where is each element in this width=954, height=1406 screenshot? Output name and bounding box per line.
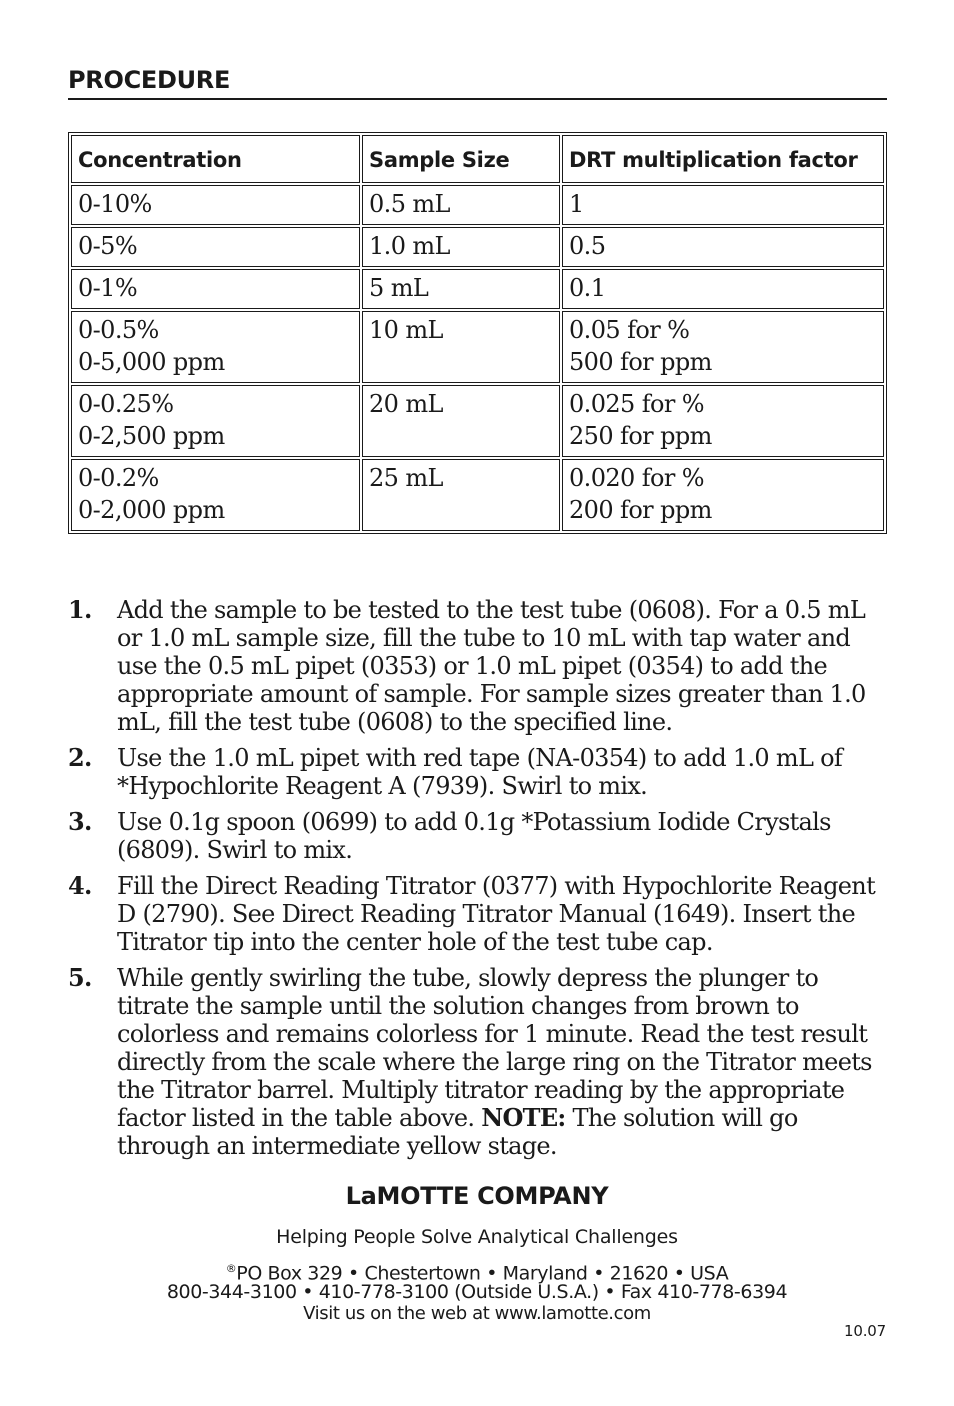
registered-mark: ® [225, 1262, 237, 1275]
cell-line: 0-5,000 ppm [78, 348, 225, 376]
cell-line: 0.1 [569, 274, 606, 302]
cell-concentration [71, 227, 360, 267]
step-text: Use 0.1g spoon (0699) to add 0.1g *Potassium Iodide Crystals (6809). Swirl to mix. [117, 808, 831, 864]
procedure-steps [68, 596, 890, 1168]
company-web: Visit us on the web at www.lamotte.com [303, 1303, 651, 1324]
cell-line: 1 [569, 190, 584, 218]
cell-line: 250 for ppm [569, 422, 712, 450]
address-text: PO Box 329 • Chestertown • Maryland • 21620 • USA [236, 1262, 729, 1285]
cell-factor [562, 269, 884, 309]
cell-sample-size: 20 mL [362, 385, 560, 457]
cell-factor [562, 227, 884, 267]
table-row [71, 459, 884, 531]
step-text: Use the 1.0 mL pipet with red tape (NA-0354) to add 1.0 mL of *Hypochlorite Reagent A (7939). Swirl to mix. [117, 744, 843, 800]
step-number: 5. [68, 963, 92, 992]
cell-line: 500 for ppm [569, 348, 712, 376]
cell-line: 0-0.25% [78, 390, 174, 418]
company-phones: 800-344-3100 • 410-778-3100 (Outside U.S.A.) • Fax 410-778-6394 [166, 1281, 788, 1303]
cell-factor [562, 385, 884, 457]
table-header-row [71, 135, 884, 183]
company-tagline: Helping People Solve Analytical Challenges [276, 1226, 678, 1248]
step-number: 2. [68, 743, 92, 772]
cell-line: 0.025 for % [569, 390, 704, 418]
step-number: 3. [68, 807, 92, 836]
header-sample-size: Sample Size [362, 135, 560, 183]
step-number: 1. [68, 595, 92, 624]
cell-line: 0-0.5% [78, 316, 159, 344]
cell-line: 0-2,500 ppm [78, 422, 225, 450]
note-text: The solution will go through an intermediate yellow stage. [117, 1104, 798, 1160]
cell-line: 0.020 for % [569, 464, 704, 492]
list-item [68, 596, 890, 736]
cell-line: 200 for ppm [569, 496, 712, 524]
header-drt-factor: DRT multiplication factor [562, 135, 884, 183]
cell-sample-size: 0.5 mL [362, 185, 560, 225]
cell-sample-size: 1.0 mL [362, 227, 560, 267]
table-row [71, 311, 884, 383]
list-item [68, 872, 890, 956]
cell-factor [562, 311, 884, 383]
list-item [68, 744, 890, 800]
note-label: NOTE: [481, 1103, 566, 1132]
cell-sample-size: 25 mL [362, 459, 560, 531]
cell-line: 0-5% [78, 232, 138, 260]
cell-line: 0.05 for % [569, 316, 690, 344]
cell-line: 0-1% [78, 274, 138, 302]
concentration-table [68, 132, 887, 534]
company-name: LaMOTTE COMPANY [345, 1182, 609, 1210]
cell-concentration [71, 185, 360, 225]
step-text: While gently swirling the tube, slowly depress the plunger to titrate the sample until the solution changes from brown to colorless and remains colorless for 1 minute. Read the test result directly from the scale where the large ring on the Titrator meets the Titrator barrel. Multiply titrator reading by the appropriate factor listed in the table above. [117, 964, 872, 1132]
cell-factor [562, 459, 884, 531]
cell-line: 0-10% [78, 190, 152, 218]
cell-line: 0-0.2% [78, 464, 159, 492]
table-row [71, 269, 884, 309]
cell-concentration [71, 311, 360, 383]
header-concentration: Concentration [71, 135, 360, 183]
cell-sample-size: 10 mL [362, 311, 560, 383]
table-row [71, 385, 884, 457]
step-text: Fill the Direct Reading Titrator (0377) with Hypochlorite Reagent D (2790). See Direct Reading Titrator Manual (1649). Insert the Titrator tip into the center hole of the test tube cap. [117, 872, 876, 956]
step-text: Add the sample to be tested to the test tube (0608). For a 0.5 mL or 1.0 mL sample size, fill the tube to 10 mL with tap water and use the 0.5 mL pipet (0353) or 1.0 mL pipet (0354) to add the appropriate amount of sample. For sample sizes greater than 1.0 mL, fill the test tube (0608) to the specified line. [117, 596, 866, 736]
cell-concentration [71, 459, 360, 531]
table-row [71, 185, 884, 225]
cell-concentration [71, 269, 360, 309]
step-number: 4. [68, 871, 92, 900]
page-title: PROCEDURE [68, 66, 887, 100]
cell-concentration [71, 385, 360, 457]
cell-line: 0-2,000 ppm [78, 496, 225, 524]
document-version: 10.07 [844, 1322, 886, 1340]
cell-factor [562, 185, 884, 225]
cell-sample-size: 5 mL [362, 269, 560, 309]
cell-line: 0.5 [569, 232, 606, 260]
list-item [68, 964, 890, 1160]
table-row [71, 227, 884, 267]
list-item [68, 808, 890, 864]
